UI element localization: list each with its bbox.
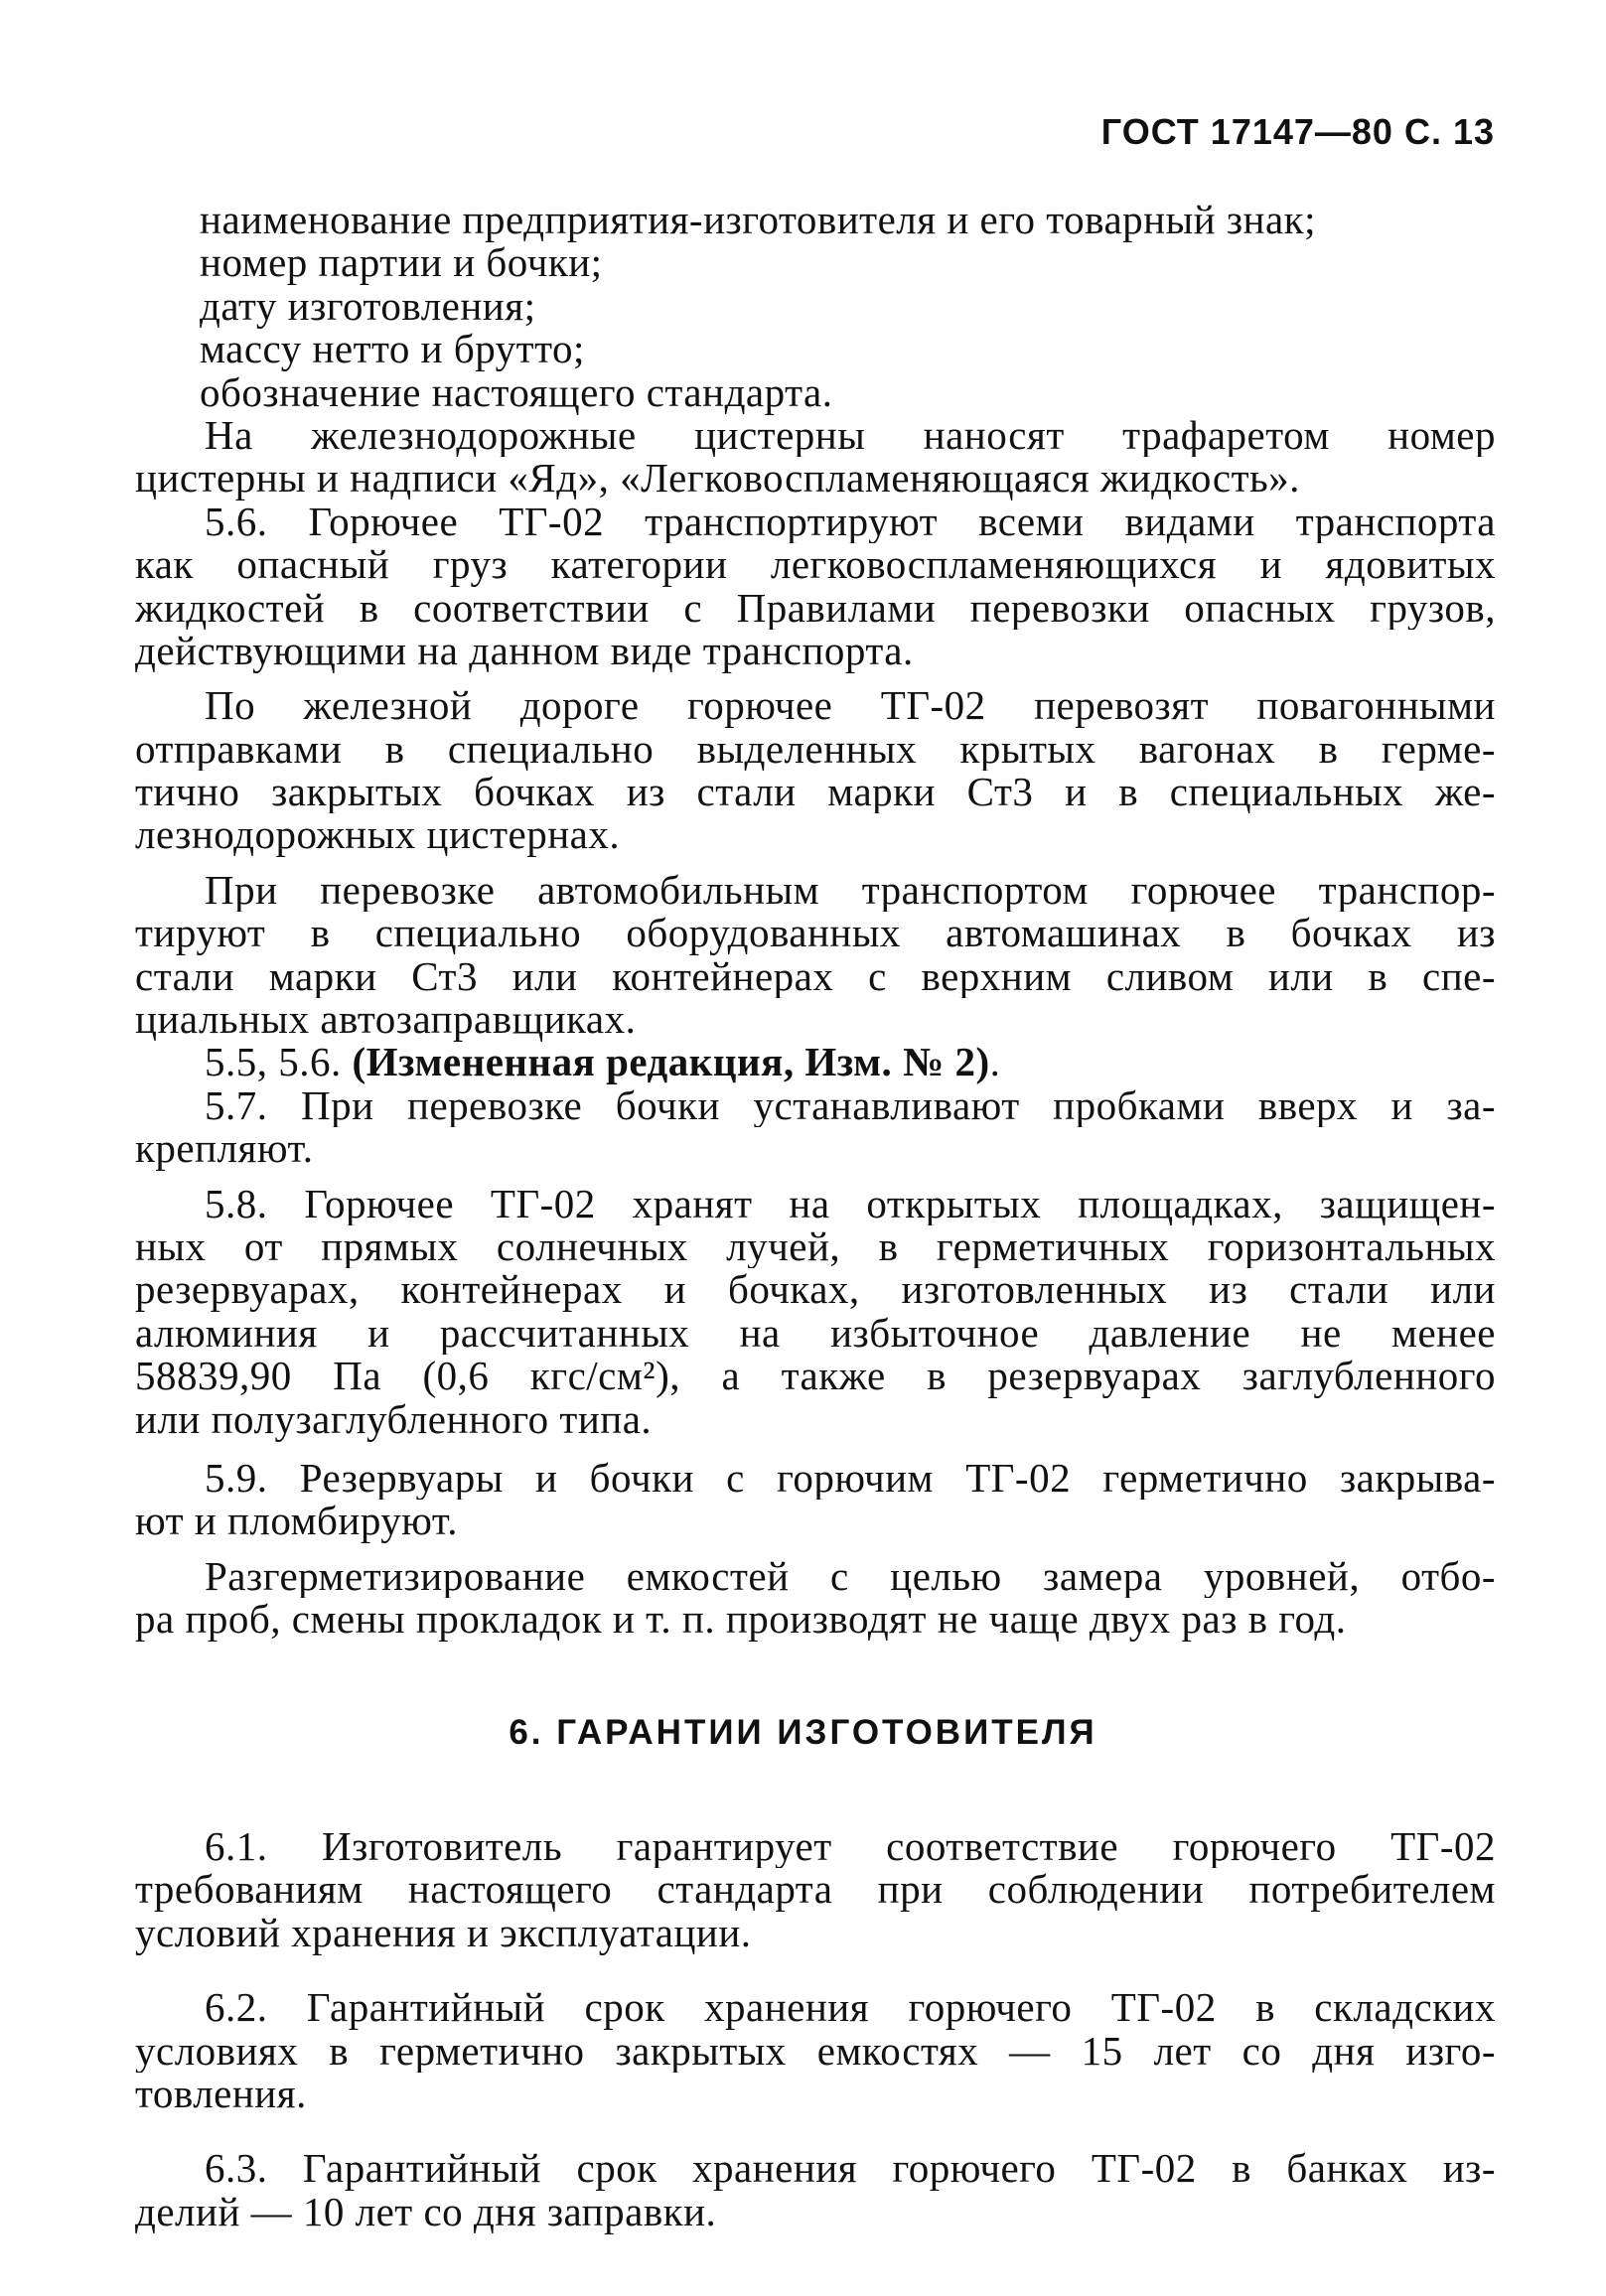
spacer — [135, 2115, 1496, 2131]
paragraph-6-2 — [135, 1986, 1496, 2115]
spacer — [135, 857, 1496, 869]
text-line: алюминия и рассчитанных на избыточное давление не менее — [135, 1311, 1496, 1356]
text-line: тируют в специально оборудованных автомашинах в бочках из — [135, 912, 1496, 955]
list-item: наименование предприятия-изготовителя и его товарный знак; — [200, 197, 1316, 242]
text-line: При перевозке автомобильным транспортом горючее транспор- — [205, 868, 1496, 913]
section-6-body — [135, 1825, 1496, 2233]
text-line: 5.7. При перевозке бочки устанавливают пробками вверх и за- — [205, 1083, 1496, 1128]
paragraph-depressurization — [135, 1555, 1496, 1642]
text-line: ют и пломбируют. — [135, 1498, 458, 1544]
amendment-suffix: . — [989, 1039, 1001, 1085]
paragraph-6-3 — [135, 2147, 1496, 2233]
paragraph-5-7 — [135, 1084, 1496, 1171]
amendment-note — [135, 1041, 1496, 1083]
text-line: товления. — [135, 2070, 307, 2116]
amendment-bold: (Измененная редакция, Изм. № 2) — [352, 1039, 990, 1085]
text-line: крепляют. — [135, 1125, 314, 1172]
list-item: дату изготовления; — [200, 282, 536, 329]
paragraph-railroad — [135, 684, 1496, 857]
text-line: условиях в герметично закрытых емкостях — 15 лет со дня изго- — [135, 2029, 1496, 2073]
text-line: 5.9. Резервуары и бочки с горючим ТГ-02 герметично закрыва- — [205, 1456, 1496, 1501]
text-line: делий — 10 лет со дня заправки. — [135, 2188, 717, 2234]
paragraph-6-1 — [135, 1825, 1496, 1954]
text-line: ра проб, смены прокладок и т. п. производят не чаще двух раз в год. — [135, 1596, 1347, 1643]
text-line: лезнодорожных цистернах. — [135, 811, 621, 858]
section-5-body — [135, 199, 1496, 1642]
text-line: тично закрытых бочках из стали марки Ст3 и в специальных же- — [135, 771, 1496, 814]
text-line: Разгерметизирование емкостей с целью замера уровней, отбо- — [205, 1554, 1496, 1599]
text-line: цистерны и надписи «Яд», «Легковоспламеняющаяся жидкость». — [135, 455, 1300, 502]
spacer — [135, 1954, 1496, 1970]
text-line: 58839,90 Па (0,6 кгс/см²), а также в резервуарах заглубленного — [135, 1355, 1496, 1398]
spacer — [135, 1441, 1496, 1457]
list-item: массу нетто и брутто; — [200, 326, 585, 372]
paragraph-5-9 — [135, 1457, 1496, 1543]
text-line: требованиям настоящего стандарта при соблюдении потребителем — [135, 1868, 1496, 1912]
text-line: стали марки Ст3 или контейнерах с верхним сливом или в спе- — [135, 954, 1496, 999]
text-line: 6.3. Гарантийный срок хранения горючего ТГ-02 в банках из- — [205, 2147, 1496, 2191]
text-line: 5.6. Горючее ТГ-02 транспортируют всеми видами транспорта — [205, 500, 1496, 544]
list-item: обозначение настоящего стандарта. — [200, 368, 833, 415]
text-line: жидкостей в соответствии с Правилами перевозки опасных грузов, — [135, 586, 1496, 630]
text-line: циальных автозаправщиках. — [135, 996, 637, 1043]
spacer — [135, 1171, 1496, 1183]
text-line: отправками в специально выделенных крытых вагонах в герме- — [135, 727, 1496, 772]
spacer — [135, 672, 1496, 684]
text-line: или полузаглубленного типа. — [135, 1395, 653, 1442]
paragraph-rail-marking — [135, 414, 1496, 501]
paragraph-auto-transport — [135, 869, 1496, 1042]
page-header: ГОСТ 17147—80 С. 13 — [1100, 111, 1495, 152]
text-line: как опасный груз категории легковоспламеняющихся и ядовитых — [135, 543, 1496, 587]
text-line: 6.2. Гарантийный срок хранения горючего ТГ-02 в складских — [205, 1986, 1496, 2030]
amendment-prefix: 5.5, 5.6. — [205, 1039, 353, 1085]
text-line: условий хранения и эксплуатации. — [135, 1909, 752, 1955]
spacer — [135, 1543, 1496, 1555]
text-line: По железной дороге горючее ТГ-02 перевозят повагонными — [205, 684, 1496, 728]
spacer — [135, 1970, 1496, 1986]
text-line: 6.1. Изготовитель гарантирует соответствие горючего ТГ-02 — [205, 1825, 1496, 1869]
text-line: резервуарах, контейнерах и бочках, изготовленных из стали или — [135, 1268, 1496, 1312]
text-line: ных от прямых солнечных лучей, в герметичных горизонтальных — [135, 1224, 1496, 1269]
section-6-title: 6. ГАРАНТИИ ИЗГОТОВИТЕЛЯ — [509, 1713, 1097, 1752]
spacer — [135, 2131, 1496, 2147]
paragraph-5-6 — [135, 501, 1496, 673]
paragraph-5-8 — [135, 1183, 1496, 1441]
marking-list — [135, 199, 1496, 414]
text-line: 5.8. Горючее ТГ-02 хранят на открытых площадках, защищен- — [205, 1182, 1496, 1225]
list-item: номер партии и бочки; — [200, 239, 603, 286]
text-line: На железнодорожные цистерны наносят трафаретом номер — [205, 413, 1496, 458]
text-line: действующими на данном виде транспорта. — [135, 627, 914, 673]
